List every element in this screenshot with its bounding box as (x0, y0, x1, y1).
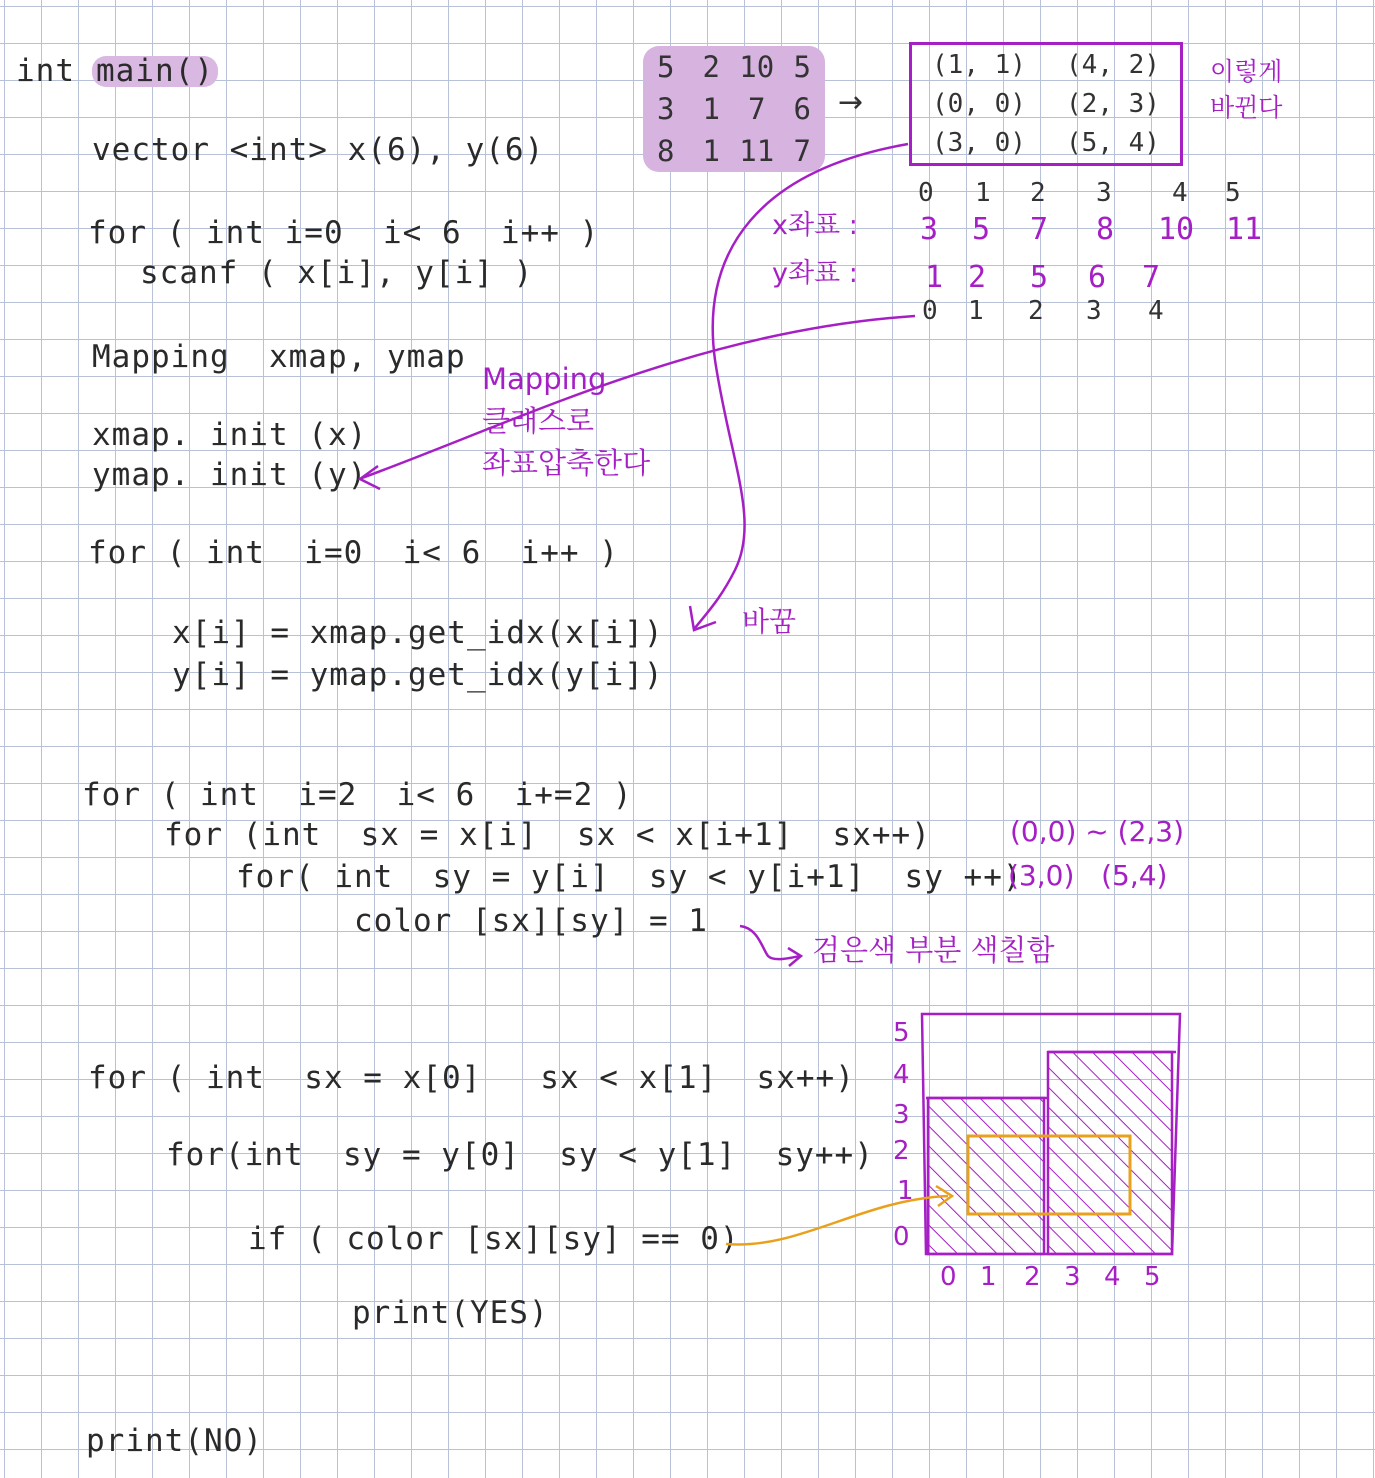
y-index: 3 (1086, 296, 1102, 326)
code-line-if-color: if ( color [sx][sy] == 0) (248, 1221, 740, 1257)
code-line-for-rect: for ( int i=2 i< 6 i+=2 ) (82, 777, 633, 813)
grid-y-tick: 0 (893, 1222, 910, 1252)
grid-y-tick: 3 (893, 1100, 910, 1130)
x-index: 1 (975, 178, 991, 208)
x-index: 3 (1096, 178, 1112, 208)
grid-diagram (922, 1014, 1180, 1254)
y-index: 4 (1148, 296, 1164, 326)
code-line-print-no: print(NO) (86, 1423, 263, 1459)
code-line-xmap-init: xmap. init (x) (92, 417, 368, 453)
x-value: 10 (1158, 212, 1195, 247)
y-value: 5 (1030, 260, 1049, 295)
code-line-ymap-init: ymap. init (y) (92, 457, 368, 493)
code-line-for-input: for ( int i=0 i< 6 i++ ) (88, 215, 600, 251)
code-line-print-yes: print(YES) (352, 1295, 549, 1331)
note-rect-2: (3,0) (5,4) (1008, 859, 1168, 892)
grid-y-tick: 2 (893, 1136, 910, 1166)
grid-y-tick: 1 (897, 1176, 914, 1206)
x-value: 3 (920, 212, 939, 247)
pair-cell: (0, 0) (932, 88, 1026, 119)
main-function: main() (92, 56, 218, 87)
code-line-x-get-idx: x[i] = xmap.get_idx(x[i]) (172, 615, 664, 651)
matrix-cell: 7 (793, 134, 811, 168)
matrix-cell: 3 (657, 92, 675, 126)
x-index: 2 (1030, 178, 1046, 208)
y-coord-label: y좌표 : (772, 258, 858, 289)
y-value: 1 (925, 260, 944, 295)
x-coord-label: x좌표 : (772, 210, 858, 241)
matrix-cell: 2 (702, 50, 720, 84)
x-index: 0 (918, 178, 934, 208)
grid-x-tick: 5 (1144, 1262, 1161, 1292)
grid-x-tick: 1 (980, 1262, 997, 1292)
pair-cell: (3, 0) (932, 128, 1026, 159)
code-line-for-check-sx: for ( int sx = x[0] sx < x[1] sx++) (88, 1060, 855, 1096)
filled-rect-2 (1048, 1052, 1172, 1254)
pair-cell: (5, 4) (1066, 128, 1160, 159)
matrix-cell: 5 (793, 50, 811, 84)
code-line-for-sx: for (int sx = x[i] sx < x[i+1] sx++) (164, 817, 931, 853)
matrix-cell: 5 (657, 50, 675, 84)
code-line-y-get-idx: y[i] = ymap.get_idx(y[i]) (172, 657, 664, 693)
y-value: 7 (1142, 260, 1161, 295)
x-value: 5 (972, 212, 991, 247)
code-line-for-compress: for ( int i=0 i< 6 i++ ) (88, 535, 619, 571)
grid-x-tick: 2 (1024, 1262, 1041, 1292)
pair-cell: (1, 1) (932, 49, 1026, 80)
x-index: 4 (1172, 178, 1188, 208)
matrix-cell: 7 (748, 92, 766, 126)
x-value: 7 (1030, 212, 1049, 247)
note-rect-1: (0,0) ~ (2,3) (1010, 815, 1185, 848)
code-line-vector: vector <int> x(6), y(6) (92, 132, 545, 168)
grid-y-tick: 4 (893, 1060, 910, 1090)
matrix-cell: 1 (702, 134, 720, 168)
x-index: 5 (1225, 178, 1241, 208)
orange-arrow-icon (726, 1186, 952, 1244)
arrow-to-ymap-icon (360, 316, 915, 489)
note-swap: 바꿈 (742, 605, 797, 638)
x-value: 8 (1096, 212, 1115, 247)
code-line-for-sy: for( int sy = y[i] sy < y[i+1] sy ++) (236, 859, 1023, 895)
note-fill-black: 검은색 부분 색칠함 (812, 933, 1055, 967)
y-index: 0 (922, 296, 938, 326)
matrix-cell: 11 (739, 134, 775, 168)
matrix-cell: 10 (739, 50, 775, 84)
arrow-to-get-idx-icon (690, 144, 908, 630)
note-changed: 이렇게 바뀐다 (1210, 57, 1283, 123)
code-line-scanf: scanf ( x[i], y[i] ) (140, 255, 534, 291)
code-line-mapping: Mapping xmap, ymap (92, 339, 466, 375)
grid-x-tick: 0 (940, 1262, 957, 1292)
grid-x-tick: 3 (1064, 1262, 1081, 1292)
code-line-color-assign: color [sx][sy] = 1 (354, 903, 708, 939)
pair-cell: (4, 2) (1066, 49, 1160, 80)
pair-cell: (2, 3) (1066, 88, 1160, 119)
matrix-cell: 6 (793, 92, 811, 126)
y-index: 2 (1028, 296, 1044, 326)
arrow-to-fill-note-icon (740, 926, 801, 966)
arrow-right-icon: → (838, 85, 864, 120)
grid-x-tick: 4 (1104, 1262, 1121, 1292)
grid-y-tick: 5 (893, 1018, 910, 1048)
y-value: 2 (968, 260, 987, 295)
code-line-for-check-sy: for(int sy = y[0] sy < y[1] sy++) (166, 1137, 874, 1173)
matrix-cell: 8 (657, 134, 675, 168)
note-mapping-class: Mapping 클래스로 좌표압축한다 (482, 362, 651, 481)
matrix-cell: 1 (702, 92, 720, 126)
filled-rect-1 (928, 1098, 1044, 1254)
keyword-int: int (16, 53, 75, 89)
y-value: 6 (1088, 260, 1107, 295)
y-index: 1 (968, 296, 984, 326)
x-value: 11 (1226, 212, 1263, 247)
